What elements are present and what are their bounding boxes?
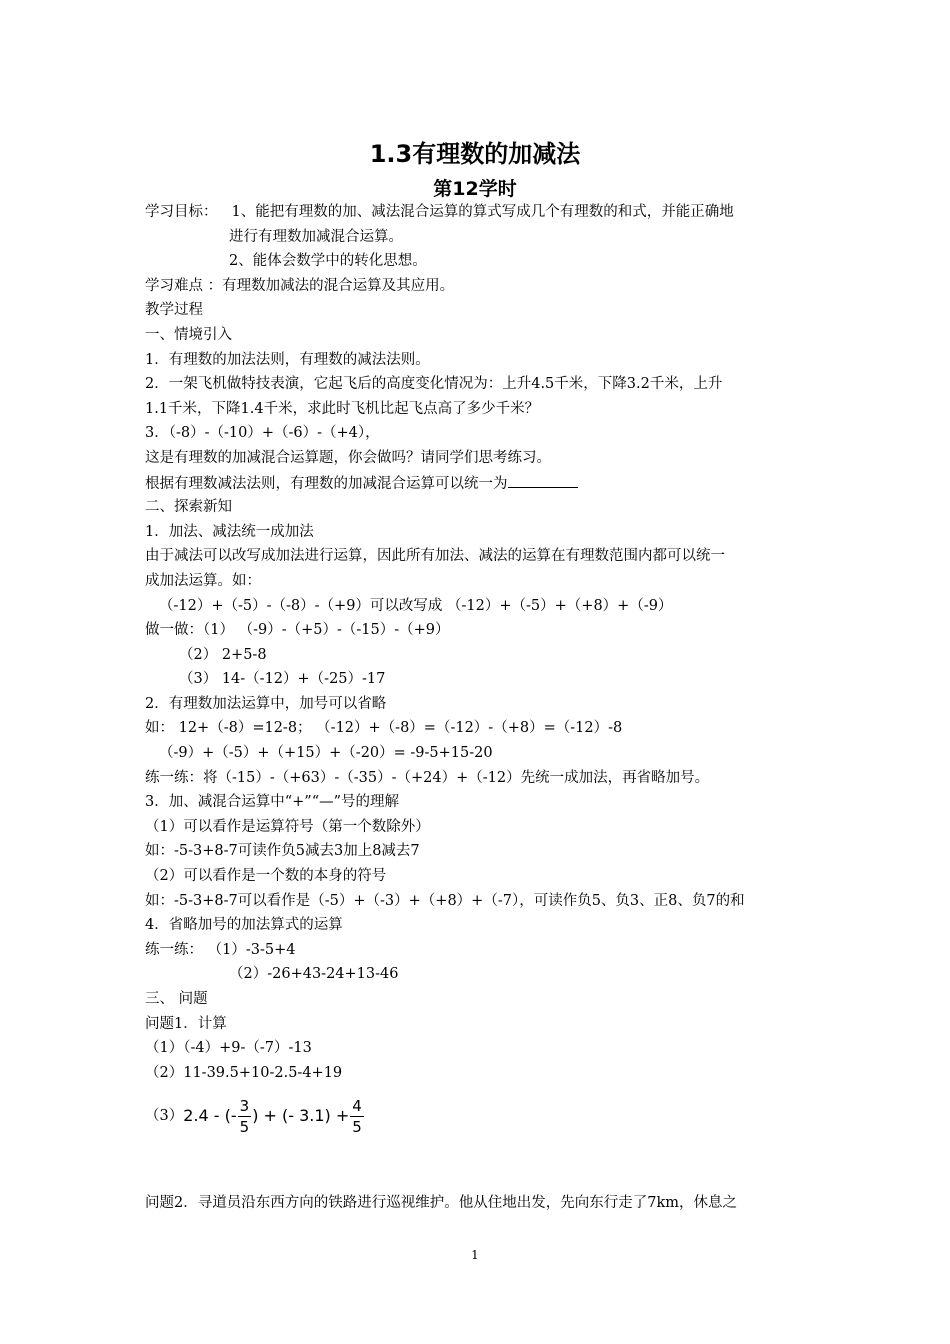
fraction-numerator: 3 <box>239 1096 250 1115</box>
paragraph: 3．（-8）-（-10）+（-6）-（+4）， <box>145 425 380 442</box>
spacer <box>145 1145 810 1191</box>
fill-in-line <box>145 471 810 496</box>
problem-1-item: （2）11-39.5+10-2.5-4+19 <box>145 1064 343 1081</box>
document-body <box>145 200 810 1216</box>
exercise-line: 做一做：（1） （-9）-（+5）-（-15）-（+9） <box>145 622 450 639</box>
problem-1-heading: 问题1．计算 <box>145 1015 227 1032</box>
fraction-denominator: 5 <box>352 1117 362 1136</box>
section-3-heading: 三、 问题 <box>145 991 208 1007</box>
page-title: 1.3有理数的加减法 <box>369 140 581 168</box>
practice-line: 练一练：将（-15）-（+63）-（-35）-（+24）+（-12）先统一成加法，再省略加号。 <box>145 769 710 786</box>
paragraph: 这是有理数的加减混合运算题，你会做吗？请同学们思考练习。 <box>145 449 551 466</box>
goal-1-text: 1、能把有理数的加、减法混合运算的算式写成几个有理数的和式，并能正确地 <box>231 204 734 220</box>
problem-2-text: 问题2．寻道员沿东西方向的铁路进行巡视维护。他从住地出发，先向东行走了7km，休息之 <box>145 1195 737 1212</box>
learning-goals-line <box>145 200 810 225</box>
paragraph: 1．加法、减法统一成加法 <box>145 523 314 540</box>
paragraph: （2）可以看作是一个数的本身的符号 <box>145 868 387 885</box>
page-number: 1 <box>471 1248 479 1262</box>
fraction-denominator: 5 <box>239 1117 250 1136</box>
paragraph: 1.1千米，下降1.4千米，求此时飞机比起飞点高了多少千米？ <box>145 400 540 417</box>
fill-in-text: 根据有理数减法法则，有理数的加减混合运算可以统一为 <box>145 475 508 492</box>
expression-part: 2.4 - (- <box>183 1106 237 1126</box>
page-subtitle: 第12学时 <box>433 178 517 200</box>
learning-difficulty: 学习难点 ：有理数加减法的混合运算及其应用。 <box>145 277 455 294</box>
practice-line: （2）-26+43-24+13-46 <box>229 966 399 983</box>
exercise-line: （2） 2+5-8 <box>179 646 267 663</box>
goals-label: 学习目标： <box>145 204 218 220</box>
example-line: （-9）+（-5）+（+15）+（-20）= -9-5+15-20 <box>159 745 493 762</box>
paragraph: 如：-5-3+8-7可读作负5减去3加上8减去7 <box>145 843 420 860</box>
paragraph: 2．一架飞机做特技表演，它起飞后的高度变化情况为：上升4.5千米，下降3.2千米，上升 <box>145 376 723 393</box>
paragraph: 3．加、减混合运算中“+”“—”号的理解 <box>145 794 400 811</box>
fraction <box>350 1096 364 1137</box>
expression-part: ) + (- 3.1) + <box>252 1106 350 1126</box>
fraction <box>238 1096 252 1137</box>
goal-1-continued: 进行有理数加减混合运算。 <box>229 228 403 245</box>
practice-line: 练一练： （1）-3-5+4 <box>145 941 296 958</box>
problem-1-fraction-expression <box>145 1087 810 1145</box>
fraction-numerator: 4 <box>352 1096 362 1115</box>
teaching-process-heading: 教学过程 <box>145 302 203 319</box>
paragraph: （1）可以看作是运算符号（第一个数除外） <box>145 818 430 835</box>
problem-1-item: （1）（-4）+9-（-7）-13 <box>145 1040 312 1057</box>
paragraph: 由于减法可以改写成加法进行运算，因此所有加法、减法的运算在有理数范围内都可以统一 <box>145 548 725 565</box>
paragraph: 成加法运算。如： <box>145 572 261 589</box>
exercise-line: （3） 14-（-12）+（-25）-17 <box>179 671 386 688</box>
item-label: （3） <box>145 1108 184 1125</box>
example-line: 如： 12+（-8）=12-8； （-12）+（-8）=（-12）-（+8）=（-12）-8 <box>145 720 623 737</box>
section-1-heading: 一、情境引入 <box>145 326 232 343</box>
goal-2-text: 2、能体会数学中的转化思想。 <box>229 253 427 270</box>
example-line: （-12）+（-5）-（-8）-（+9）可以改写成 （-12）+（-5）+（+8）+（-9） <box>159 597 673 614</box>
paragraph: 如：-5-3+8-7可以看作是（-5）+（-3）+（+8）+（-7），可读作负5、负3、正8、负7的和 <box>145 892 745 909</box>
paragraph: 2．有理数加法运算中，加号可以省略 <box>145 695 387 712</box>
answer-blank <box>508 471 578 488</box>
paragraph: 1．有理数的加法法则，有理数的减法法则。 <box>145 351 430 368</box>
section-2-heading: 二、探索新知 <box>145 499 232 516</box>
paragraph: 4．省略加号的加法算式的运算 <box>145 917 343 934</box>
